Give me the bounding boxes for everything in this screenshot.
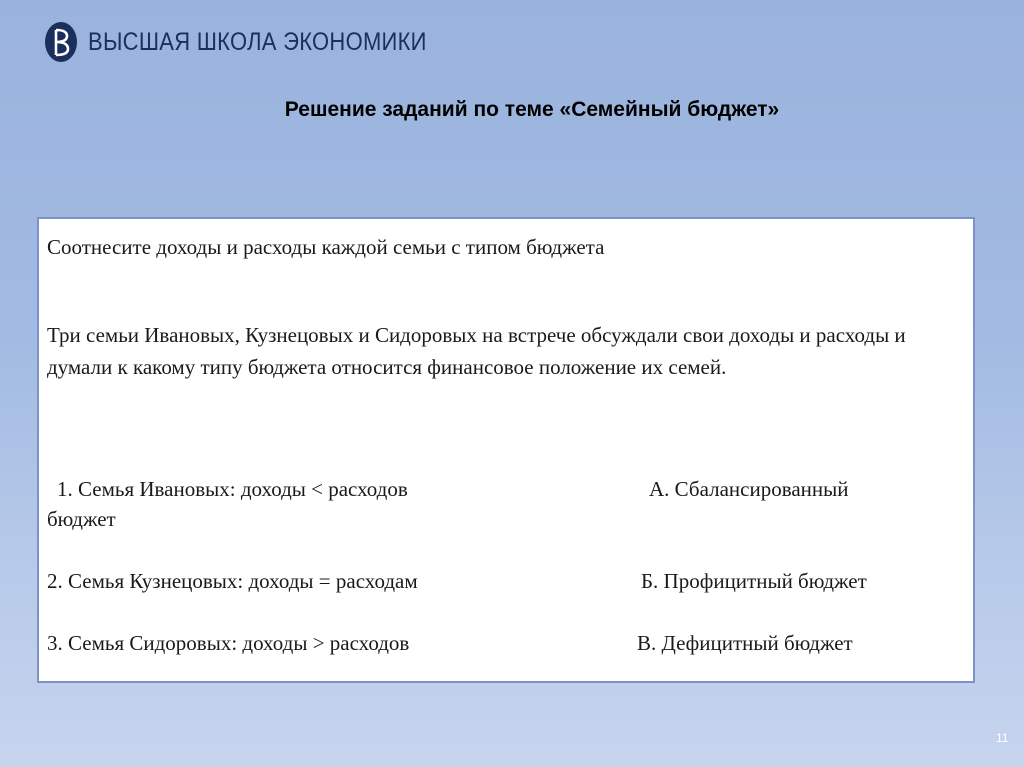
budget-option-a-wrap: бюджет xyxy=(47,507,116,531)
page-number: 11 xyxy=(996,731,1009,745)
family-sidorov: 3. Семья Сидоровых: доходы > расходов xyxy=(47,631,410,655)
hse-logo-icon xyxy=(44,21,78,63)
budget-option-v: В. Дефицитный бюджет xyxy=(637,631,853,655)
budget-option-b: Б. Профицитный бюджет xyxy=(641,569,867,593)
budget-option-a: А. Сбалансированный xyxy=(649,477,849,501)
family-ivanov: 1. Семья Ивановых: доходы < расходов xyxy=(57,477,408,501)
task-description: Три семьи Ивановых, Кузнецовых и Сидоровых на встрече обсуждали свои доходы и расходы и думали к какому типу бюджета относится финансовое положение их семей. xyxy=(47,323,906,379)
slide-title: Решение заданий по теме «Семейный бюджет» xyxy=(284,98,780,121)
task-instruction: Соотнесите доходы и расходы каждой семьи с типом бюджета xyxy=(47,235,605,259)
org-name: ВЫСШАЯ ШКОЛА ЭКОНОМИКИ xyxy=(88,27,427,56)
task-box xyxy=(37,217,975,683)
family-kuznetsov: 2. Семья Кузнецовых: доходы = расходам xyxy=(47,569,418,593)
header xyxy=(44,20,473,64)
